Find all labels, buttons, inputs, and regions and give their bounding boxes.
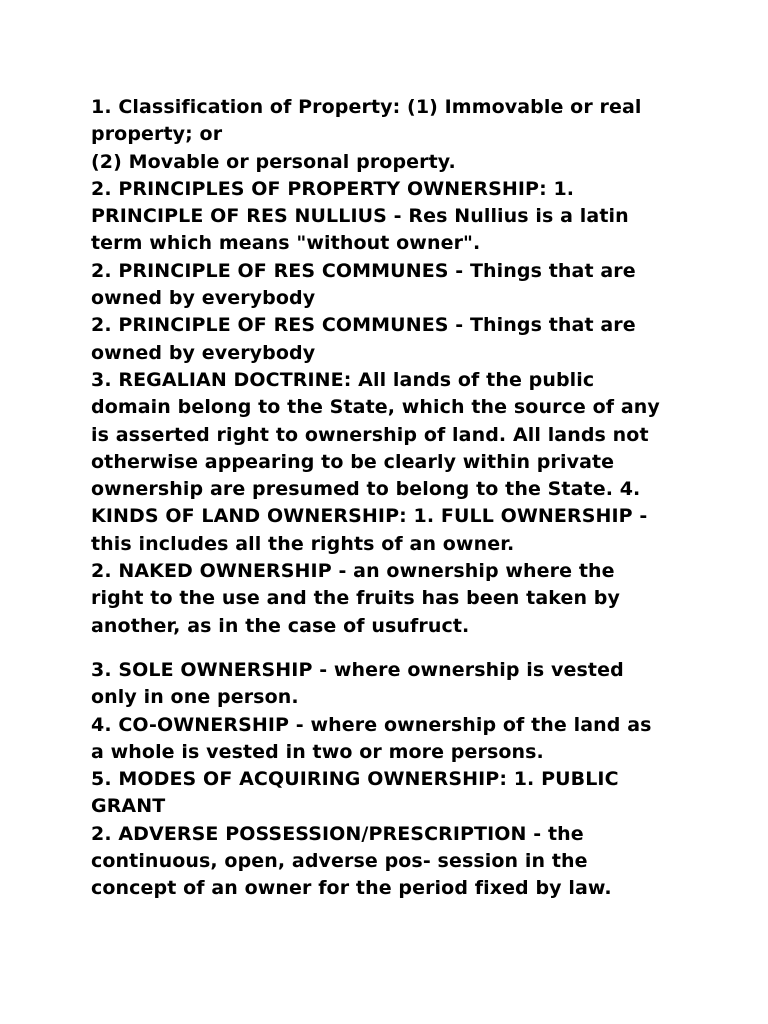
text-line: 2. PRINCIPLE OF RES COMMUNES - Things that are: [91, 259, 636, 282]
text-line: 2. PRINCIPLES OF PROPERTY OWNERSHIP: 1.: [91, 177, 575, 200]
text-line: owned by everybody: [91, 287, 316, 310]
text-line: term which means "without owner".: [91, 232, 481, 255]
text-line: a whole is vested in two or more persons.: [91, 740, 544, 763]
text-line: continuous, open, adverse pos- session in the: [91, 850, 588, 873]
text-line: only in one person.: [91, 686, 299, 709]
text-line: otherwise appearing to be clearly within private: [91, 450, 615, 473]
text-line: 2. PRINCIPLE OF RES COMMUNES - Things that are: [91, 314, 636, 337]
text-line: GRANT: [91, 795, 166, 818]
text-line: right to the use and the fruits has been taken by: [91, 587, 620, 610]
text-line: 2. ADVERSE POSSESSION/PRESCRIPTION - the: [91, 822, 584, 845]
paragraph-gap: [91, 640, 681, 657]
text-line: 1. Classification of Property: (1) Immovable or real: [91, 96, 642, 118]
text-line: KINDS OF LAND OWNERSHIP: 1. FULL OWNERSHIP -: [91, 505, 648, 528]
text-line: (2) Movable or personal property.: [91, 150, 456, 173]
text-line: domain belong to the State, which the source of any: [91, 396, 660, 419]
text-block-property-principles: [91, 94, 681, 640]
text-line: PRINCIPLE OF RES NULLIUS - Res Nullius is a latin: [91, 205, 629, 228]
text-line: 4. CO-OWNERSHIP - where ownership of the land as: [91, 713, 652, 736]
text-line: this includes all the rights of an owner.: [91, 532, 515, 555]
text-line: another, as in the case of usufruct.: [91, 614, 470, 637]
text-line: is asserted right to ownership of land. All lands not: [91, 423, 649, 446]
text-line: 5. MODES OF ACQUIRING OWNERSHIP: 1. PUBLIC: [91, 768, 619, 791]
text-line: 3. SOLE OWNERSHIP - where ownership is vested: [91, 658, 624, 681]
text-block-ownership-modes: [91, 657, 681, 903]
text-line: property; or: [91, 123, 223, 146]
text-line: ownership are presumed to belong to the State. 4.: [91, 478, 641, 501]
text-line: concept of an owner for the period fixed by law.: [91, 877, 612, 900]
text-line: 2. NAKED OWNERSHIP - an ownership where the: [91, 560, 615, 583]
document-page: [91, 94, 681, 903]
text-line: owned by everybody: [91, 341, 316, 364]
text-line: 3. REGALIAN DOCTRINE: All lands of the public: [91, 368, 595, 391]
